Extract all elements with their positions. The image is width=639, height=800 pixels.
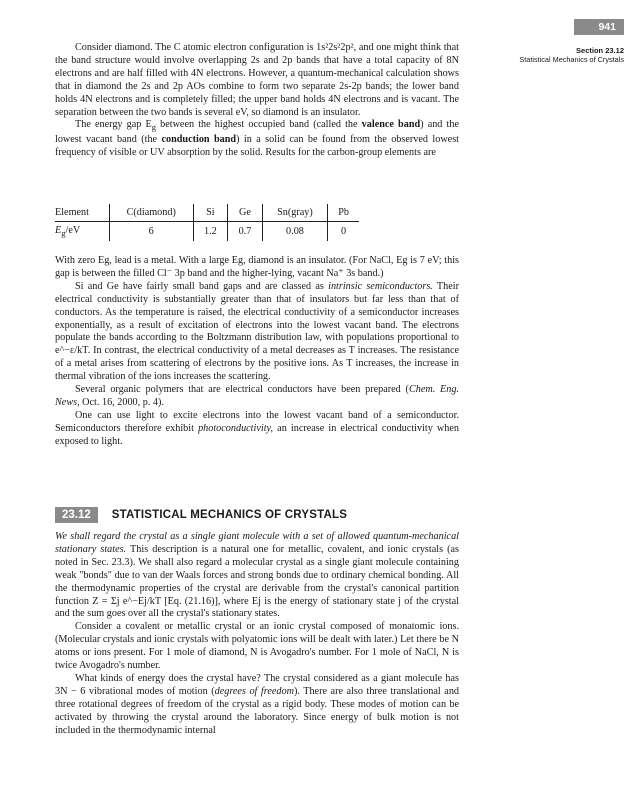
- table-header: Pb: [328, 204, 359, 222]
- section-title: STATISTICAL MECHANICS OF CRYSTALS: [111, 509, 348, 521]
- table-header: Element: [55, 204, 109, 222]
- table-cell: 1.2: [193, 222, 228, 242]
- table-cell: 6: [109, 222, 193, 242]
- table-cell: 0: [328, 222, 359, 242]
- running-head-section: Section 23.12: [576, 46, 624, 55]
- body-middle: [55, 255, 459, 449]
- section-heading: [55, 507, 347, 523]
- table-header: Si: [193, 204, 228, 222]
- section-number: 23.12: [55, 507, 98, 523]
- paragraph-giant-molecule: We shall regard the crystal as a single giant molecule with a set of allowed quantum-mechanical stationary states. This description is a natural one for metallic, covalent, and ionic crystals (as noted in Sec. 23.3). We shall also regard a molecular crystal as a single giant molecule containing weak "bonds" due to van der Waals forces and strong bonds due to ordinary chemical bonding. All the thermodynamic properties of the crystal are derivable from the crystal's canonical partition function Z = Σj e^−Ej/kT [Eq. (21.16)], where Ej is the energy of stationary state j of the crystal and the sum goes over all the crystal's stationary states.: [55, 531, 460, 620]
- running-head-title: Statistical Mechanics of Crystals: [519, 55, 624, 64]
- body-top: [55, 42, 459, 160]
- paragraph-diamond: Consider diamond. The C atomic electron configuration is 1s²2s²2p², and one might think that the band structure would involve overlapping 2s and 2p bands that have a total capacity of 8N electrons and are half filled with 4N electrons. However, a quantum-mechanical calculation shows that in diamond the 2s and 2p AOs combine to form two separate 2s-2p bands; the lower band holds 4N electrons and is completely filled; the upper band holds 4N electrons and is vacant. The separation between the two bands is several eV, so diamond is an insulator.: [55, 42, 459, 118]
- paragraph-energy-kinds: What kinds of energy does the crystal have? The crystal considered as a giant molecule has 3N − 6 vibrational modes of motion (degrees of freedom). There are also three translational and three rotational degrees of freedom of the crystal as a rigid body. These modes of motion can be activated by throwing the crystal around the laboratory. Since energy of bulk motion is not included in the thermodynamic internal: [55, 672, 460, 736]
- paragraph-photoconductivity: One can use light to excite electrons into the lowest vacant band of a semiconductor. Semiconductors therefore exhibit photoconductivity, an increase in electrical conductivity when exposed to light.: [55, 409, 459, 447]
- table-row: [55, 222, 359, 242]
- table-header: C(diamond): [109, 204, 193, 222]
- body-bottom: [55, 531, 459, 738]
- table-row-label: $E_g/eV$: [55, 225, 81, 239]
- paragraph-semiconductors: Si and Ge have fairly small band gaps and are classed as intrinsic semiconductors. Their electrical conductivity is substantially greater than that of insulators but far less than that of conductors. As the temperature is raised, the electrical conductivity of a semiconductor increases exponentially, as a result of excitation of electrons into the lowest vacant band. The electrons populate the bands according to the Boltzmann distribution law, with populations proportional to e^−ε/kT. In contrast, the electrical conductivity of a metal decreases as T increases. The resistance of a metal arises from scattering of electrons by the positive ions. As T increases, the increase in thermal vibration of the ions increases the scattering.: [55, 280, 459, 383]
- paragraph-lead-metal: With zero Eg, lead is a metal. With a large Eg, diamond is an insulator. (For NaCl, Eg is 7 eV; this gap is between the filled Cl⁻ 3p band and the higher-lying, vacant Na⁺ 3s band.): [55, 255, 459, 279]
- table-header: Ge: [228, 204, 263, 222]
- table-header: Sn(gray): [262, 204, 327, 222]
- table-cell: 0.08: [262, 222, 327, 242]
- table-header-row: [55, 204, 359, 222]
- paragraph-energy-gap: The energy gap $E_g$ between the highest occupied band (called the valence band) and the lowest vacant band (the conduction band) in a solid can be found from the observed lowest frequency of visible or UV absorption by the solid. Results for the carbon-group elements are: [55, 119, 459, 159]
- paragraph-monatomic: Consider a covalent or metallic crystal or an ionic crystal composed of monatomic ions. (Molecular crystals and ionic crystals with polyatomic ions will be dealt with later.) Let there be N atoms or ions present. For 1 mole of diamond, N is Avogadro's number. For 1 mole of NaCl, N is twice Avogadro's number.: [55, 621, 459, 672]
- paragraph-polymers: Several organic polymers that are electrical conductors have been prepared (Chem. Eng. News, Oct. 16, 2000, p. 4).: [55, 384, 459, 408]
- table-cell: 0.7: [228, 222, 263, 242]
- band-gap-table: [55, 204, 359, 241]
- page-number: 941: [574, 19, 624, 35]
- running-head: [519, 46, 624, 64]
